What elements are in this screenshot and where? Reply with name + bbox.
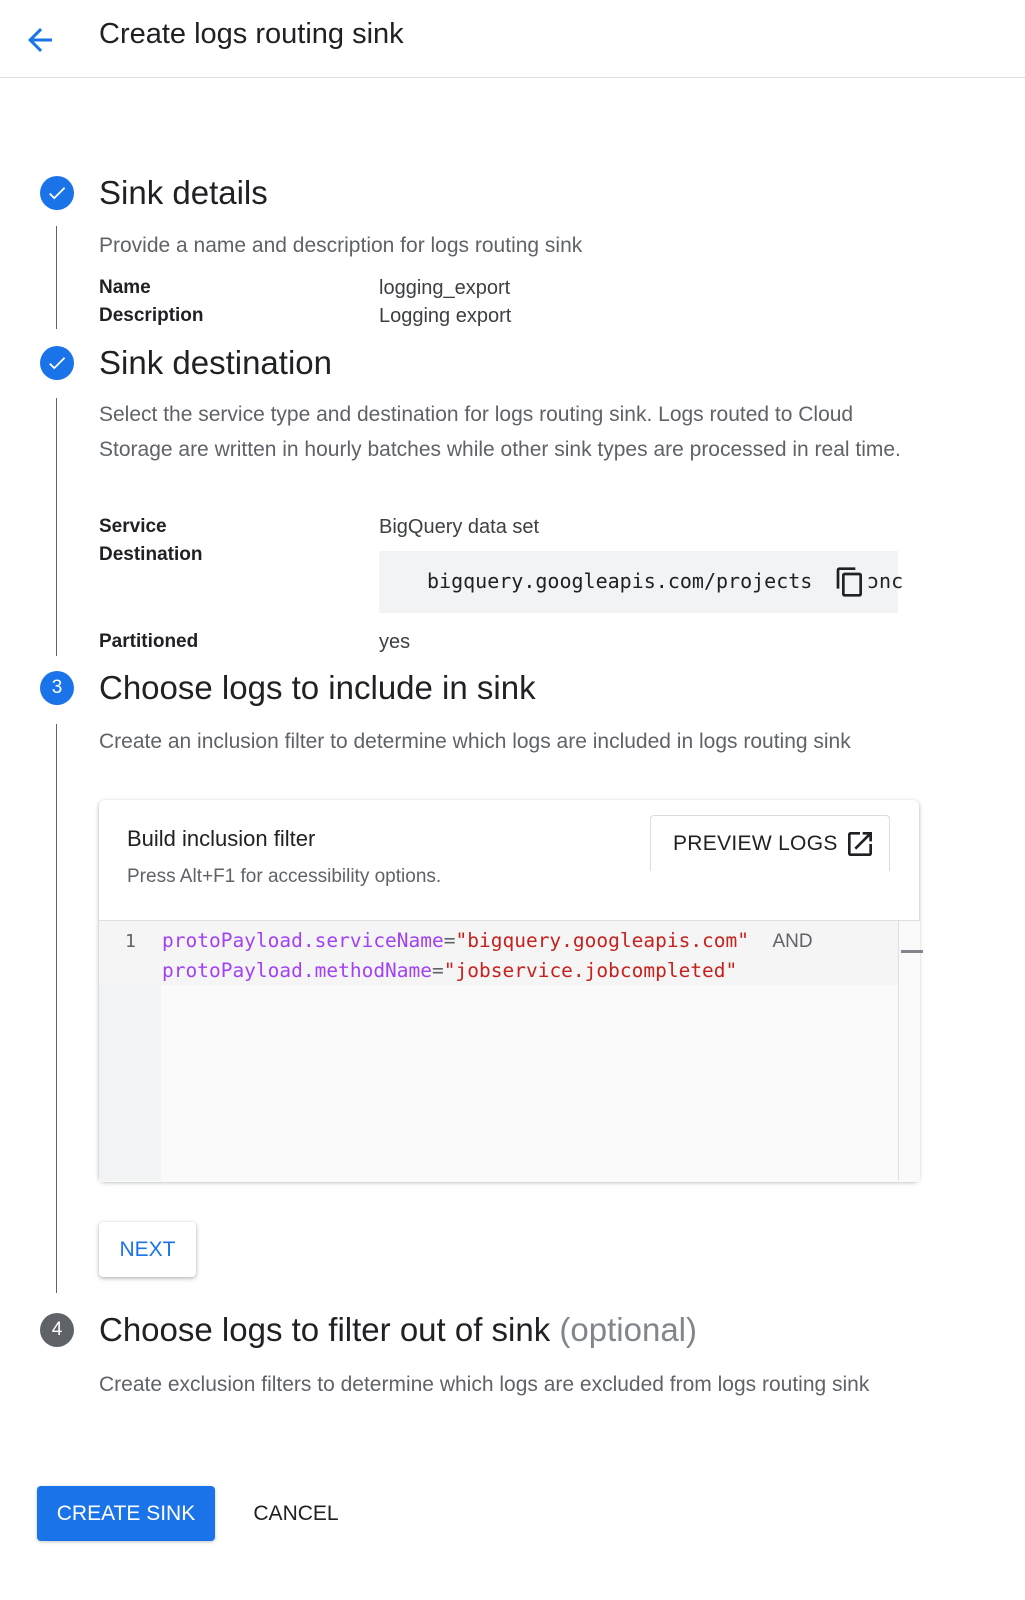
partitioned-value: yes <box>379 631 411 653</box>
step-description: Create an inclusion filter to determine which logs are included in logs routing sink <box>99 730 851 753</box>
description-label: Description <box>99 305 204 326</box>
create-sink-button[interactable]: CREATE SINK <box>37 1486 215 1541</box>
partitioned-label: Partitioned <box>99 631 199 652</box>
step-title-sink-details[interactable]: Sink details <box>99 174 268 211</box>
code-operator: = <box>443 929 456 952</box>
code-line[interactable] <box>162 959 737 982</box>
service-label: Service <box>99 516 167 537</box>
step-description: Create exclusion filters to determine which logs are excluded from logs routing sink <box>99 1373 870 1396</box>
name-value: logging_export <box>379 277 511 299</box>
code-field: protoPayload.serviceName <box>162 929 444 952</box>
step-number-badge: 4 <box>40 1313 74 1347</box>
arrow-back-icon <box>22 22 58 58</box>
destination-label: Destination <box>99 544 203 565</box>
name-label: Name <box>99 277 151 298</box>
scrollbar-marker <box>901 950 923 953</box>
step-connector <box>56 724 57 1293</box>
copy-button[interactable] <box>834 565 866 599</box>
step-number-badge: 3 <box>40 671 74 705</box>
step-complete-icon <box>40 176 74 210</box>
code-string: "jobservice.jobcompleted" <box>443 959 738 982</box>
step-description: Select the service type and destination for logs routing sink. Logs routed to Cloud Storage are written in hourly batches while other sink types are processed in real time. <box>99 403 901 461</box>
copy-icon <box>834 565 866 599</box>
next-button[interactable]: NEXT <box>99 1222 196 1277</box>
preview-logs-button[interactable] <box>650 815 890 871</box>
back-button[interactable] <box>22 22 58 58</box>
step-title-text: Choose logs to filter out of sink <box>99 1311 551 1348</box>
destination-value: bigquery.googleapis.com/projects <box>427 569 813 593</box>
optional-tag: (optional) <box>559 1311 697 1348</box>
description-value: Logging export <box>379 305 512 327</box>
check-icon <box>46 352 68 374</box>
code-string: "bigquery.googleapis.com" <box>455 929 750 952</box>
code-keyword: AND <box>772 931 813 952</box>
step-description: Provide a name and description for logs routing sink <box>99 234 583 257</box>
destination-overflow-text: ɔnc <box>867 569 904 593</box>
cancel-button[interactable]: CANCEL <box>253 1501 339 1525</box>
destination-box <box>379 551 904 613</box>
open-in-new-icon <box>844 828 876 860</box>
top-bar <box>0 0 1025 78</box>
page-title: Create logs routing sink <box>99 18 404 50</box>
filter-editor[interactable] <box>99 920 919 1182</box>
step-title-include-logs[interactable]: Choose logs to include in sink <box>99 669 536 706</box>
line-number: 1 <box>125 931 136 952</box>
service-value: BigQuery data set <box>379 516 540 538</box>
filter-title: Build inclusion filter <box>127 826 316 851</box>
editor-scrollbar[interactable] <box>898 921 920 1181</box>
check-icon <box>46 182 68 204</box>
inclusion-filter-card <box>99 800 919 1181</box>
step-title-sink-destination[interactable]: Sink destination <box>99 344 332 381</box>
step-connector <box>56 398 57 656</box>
step-connector <box>56 226 57 329</box>
step-title-exclude-logs[interactable] <box>99 1311 697 1349</box>
code-line[interactable] <box>162 929 813 953</box>
code-field: protoPayload.methodName <box>162 959 433 982</box>
filter-hint: Press Alt+F1 for accessibility options. <box>127 866 442 887</box>
step-complete-icon <box>40 346 74 380</box>
preview-logs-label: PREVIEW LOGS <box>673 831 838 855</box>
code-operator: = <box>432 959 444 982</box>
